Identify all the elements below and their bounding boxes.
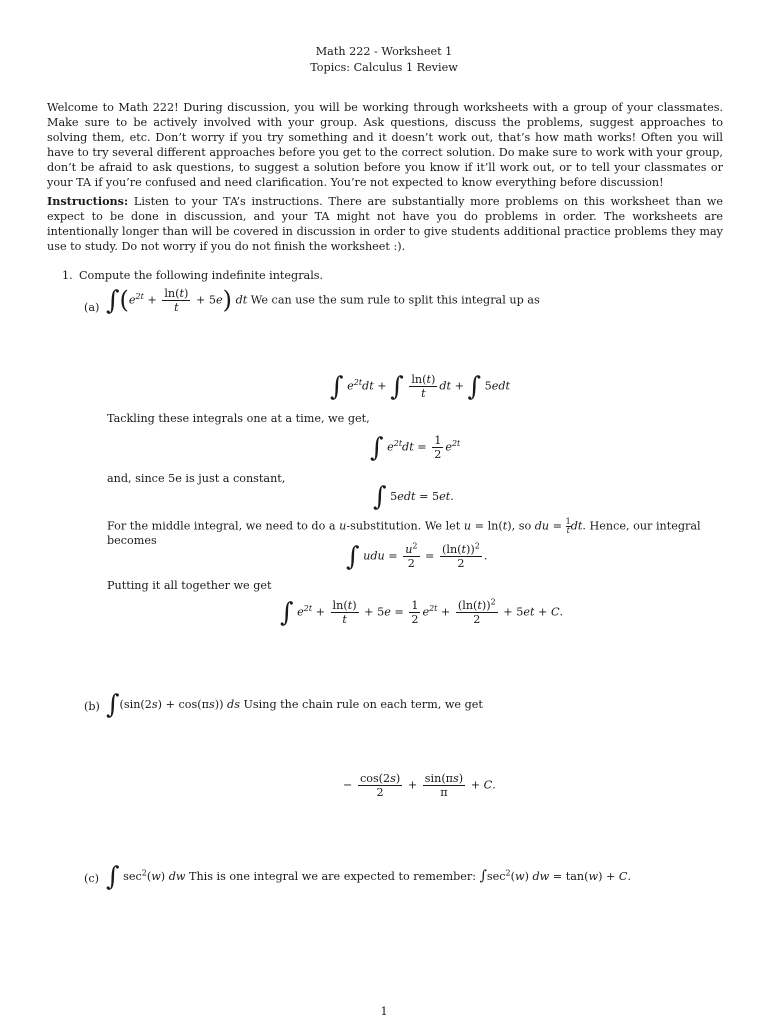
part-a-integral: $\int(e^{2t}$ + $\frac{\ln(t)}{t}$ + 5e) dt We can use the sum rule to split this integral up as bbox=[106, 285, 540, 316]
middle-integral-text: For the middle integral, we need to do a u-substitution. We let u = ln(t), so du = $\frac{1}{t}$ dt. Hence, our integral bbox=[107, 517, 701, 535]
integral-e2t: ∫ $e^{2t}dt$ = $\frac{1}{2}$ $e^{2t}$ bbox=[370, 432, 461, 463]
instructions-text: Listen to your TA’s instructions. There are substantially more problems on this worksheet than we expect to be done in discussion, and your TA might not have you do problems in order. The worksheets are intentionally longer than will be covered in discussion in order to give students additional practice problems they may use to study. Do not worry if you do not finish the worksheet :). bbox=[47, 195, 724, 253]
instructions-paragraph bbox=[47, 194, 723, 254]
instructions-label: Instructions: bbox=[47, 194, 129, 208]
part-b-integral: ∫(sin(2s) + cos(πs)) ds Using the chain rule on each term, we get bbox=[106, 690, 483, 720]
part-b-label: (b) bbox=[84, 700, 100, 713]
part-a-split-text: We can use the sum rule to split this integral up as bbox=[250, 293, 540, 307]
welcome-paragraph: Welcome to Math 222! During discussion, you will be working through worksheets with a group of your classmates. Make sure to be actively involved with your group. Ask questions, discuss the problems, suggest approaches to solving them, etc. Don’t worry if you try something and it doesn’t work out, that’s how math works! Often you will have to try several different approaches before you get to the correct solution. Do make sure to work with your group, don’t be afraid to ask questions, to suggest a solution before you know if it’ll work out, or to tell your classmates or your TA if you’re confused and need clarification. You’re not expected to know everything before discussion! bbox=[47, 101, 723, 189]
problem-1-prompt: Compute the following indefinite integrals. bbox=[79, 269, 324, 282]
part-c-label: (c) bbox=[84, 872, 99, 885]
worksheet-title: Math 222 - Worksheet 1 bbox=[315, 45, 453, 58]
problem-1-number: 1. bbox=[62, 269, 73, 282]
becomes-text: becomes bbox=[107, 534, 157, 547]
split-integrals: ∫ $e^{2t}dt$ + ∫ $\frac{\ln(t)}{t}$ dt + ∫ 5edt bbox=[330, 371, 511, 402]
worksheet-topics: Topics: Calculus 1 Review bbox=[310, 61, 458, 74]
together-text: Putting it all together we get bbox=[107, 579, 272, 592]
page-number: 1 bbox=[380, 1005, 388, 1018]
final-answer-b: − $\frac{\cos(2s)}{2}$ + $\frac{\sin(\pi s)}{\pi}$ + C. bbox=[343, 772, 496, 799]
tackling-text: Tackling these integrals one at a time, we get, bbox=[107, 412, 370, 425]
part-c-remember-text: This is one integral we are expected to remember: bbox=[189, 870, 477, 883]
part-a-label: (a) bbox=[84, 301, 100, 314]
integral-udu: ∫ udu = $\frac{u^2}{2}$ = $\frac{(\ln(t))^2}{2}$ . bbox=[346, 541, 488, 572]
part-b-chain-text: Using the chain rule on each term, we get bbox=[243, 698, 483, 711]
integral-5e: ∫ 5edt = 5et. bbox=[373, 482, 454, 512]
since-constant-text: and, since 5e is just a constant, bbox=[107, 472, 286, 485]
part-c-integral: ∫ $\sec^2(w)$ dw This is one integral we are expected to remember: $\int\sec^2(w)$ dw = tan(w) + C. bbox=[106, 862, 632, 892]
final-answer-a: ∫ $e^{2t}$ + $\frac{\ln(t)}{t}$ + 5e = $\frac{1}{2}$ $e^{2t}$ + $\frac{(\ln(t))^2}{2}$ + 5et + C. bbox=[280, 597, 564, 628]
